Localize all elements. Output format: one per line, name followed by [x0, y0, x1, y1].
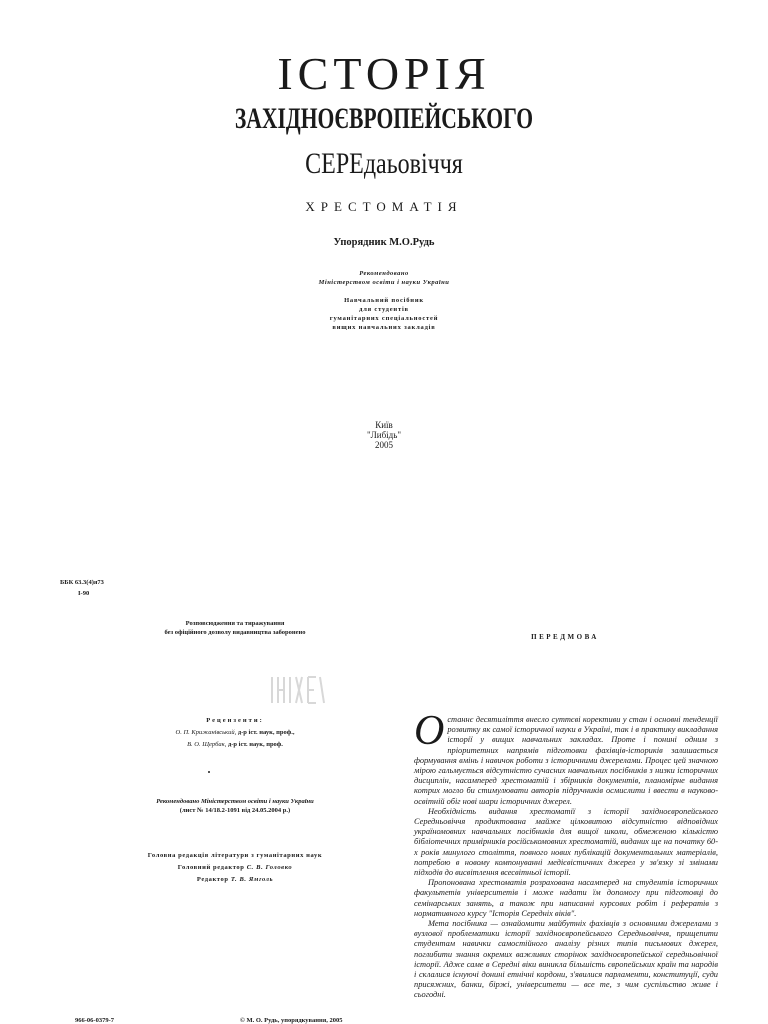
speck — [208, 771, 210, 773]
reviewer-2-title: д-р іст. наук, проф. — [227, 741, 283, 748]
purpose-line: гуманітарних спеціальностей — [329, 315, 439, 322]
purpose-line: для студентів — [359, 306, 409, 313]
reviewer-1-title: д-р іст. наук, проф., — [237, 729, 295, 736]
recommendation-block — [0, 269, 768, 287]
preface-paragraph: Необхідність видання хрестоматії з історії західноєвропейського Середньовіччя продиктована майже цілковитою відсутністю відповідних україномовних навчальних посібників для вищої школи, обмеженою кількістю бібліотечних примірників російськомовних хрестоматій, виданих ще на початку 60-х років минулого століття, повного нових публікацій документальних матеріалів, потребою в новому компонуванні медієвістичних джерел у зв'язку зі змінами підходів до висвітлення всесвітньої історії. — [414, 806, 718, 878]
recommendation-line1: Рекомендовано — [359, 270, 409, 277]
book-title-line2: ЗАХІДНОЄВРОПЕЙСЬКОГО — [234, 102, 534, 135]
chief-editor-label: Головний редактор — [177, 864, 245, 871]
book-title: ІСТОРІЯ — [277, 48, 491, 99]
purpose-line: Навчальний посібник — [344, 297, 424, 304]
copyright-notice — [100, 620, 370, 637]
book-subtitle: ХРЕСТОМАТІЯ — [305, 199, 463, 214]
editor — [100, 874, 370, 886]
purpose-block — [0, 296, 768, 332]
preface-paragraph — [414, 708, 718, 807]
preface-paragraph: Пропонована хрестоматія розрахована насамперед на студентів історичних факультетів університетів і може надати їм допомогу при підготовці до семінарських занять, а також при написанні курсових робіт і рефератів з нормативного курсу "Історія Середніх віків". — [414, 878, 718, 918]
preface-heading: ПЕРЕДМОВА — [531, 633, 599, 641]
copyright-notice-line1: Розповсюдження та тиражування — [185, 620, 285, 627]
book-title-line3: СЕРЕдаьовіччя — [305, 147, 463, 180]
compiler-line: Упорядник М.О.Рудь — [333, 237, 435, 248]
preface-paragraph-1-text: станнє десятиліття внесло суттєві корективи у стан і основні тенденції розвитку як самої історичної науки в Україні, так і в практику викладання історії у вищих навчальних закладах. Проте і понині одним з пріоритетних напрямів підготовки фахівців-істориків залишається формування вмінь і навичок роботи з історичними джерелами. Процес цей значною мірою гальмується відсутністю сучасних навчальних посібників з низки історичних дисциплін, насамперед хрестоматій і збірників документів, планомірне видання котрих могло би стимулювати авторів підручників осмислити і ввести в науково-освітній обіг нові шари історичних джерел. — [414, 715, 718, 806]
ministry-recommendation-line1: Рекомендовано Міністерством освіти і науки України — [156, 798, 314, 805]
chief-editor — [100, 862, 370, 874]
reviewer-1-name: О. П. Крижанівський, — [175, 729, 237, 736]
imprint-publisher: "Либідь" — [366, 430, 402, 440]
ministry-recommendation — [100, 797, 370, 815]
imprint-year: 2005 — [375, 440, 393, 450]
reviewer-2 — [100, 739, 370, 751]
reviewer-2-name: В. О. Щербак, — [187, 741, 227, 748]
chief-editor-name: С. В. Головко — [246, 864, 293, 871]
isbn: 966-06-0379-7 — [75, 1017, 114, 1024]
imprint-block — [0, 420, 768, 450]
copyright-notice-line2: без офіційного дозволу видавництва заборонено — [164, 628, 306, 636]
faded-stamp-mark — [268, 673, 328, 709]
drop-cap: О — [414, 708, 445, 754]
editors-block — [100, 850, 370, 886]
ministry-recommendation-line2: (лист № 14/18.2-1091 від 24.05.2004 р.) — [179, 807, 291, 814]
reviewer-1 — [100, 727, 370, 739]
editorial-office: Головна редакція літератури з гуманітарних наук — [147, 852, 323, 859]
editor-name: Т. В. Ямголь — [230, 876, 274, 883]
bbk-index: І-90 — [78, 590, 90, 597]
recommendation-line2: Міністерством освіти і науки України — [318, 279, 450, 286]
reviewers-block — [100, 715, 370, 751]
preface-text — [414, 708, 718, 1001]
imprint-city: Київ — [375, 420, 393, 430]
bbk-code: ББК 63.3(4)я73 — [60, 579, 104, 586]
editor-label: Редактор — [196, 876, 229, 883]
reviewers-heading: Рецензенти: — [206, 717, 264, 724]
preface-paragraph: Мета посібника — ознайомити майбутніх фахівців з основними джерелами з вузлової проблематики історії західноєвропейського Середньовіччя, прищепити студентам навички самостійного аналізу різних типів письмових джерел, поглибити знання окремих важливих сторінок західноєвропейської середньовічної історії. Адже саме в Середні віки виникла більшість європейських країн та народів і склалися існуючі донині етнічні кордони, з'явилися парламенти, конституції, суди присяжних, банки, біржі, університети — все те, з чим суспільство живе і сьогодні. — [414, 919, 718, 1000]
copyright-line: © М. О. Рудь, упорядкування, 2005 — [240, 1017, 343, 1024]
purpose-line: вищих навчальних закладів — [332, 324, 436, 331]
